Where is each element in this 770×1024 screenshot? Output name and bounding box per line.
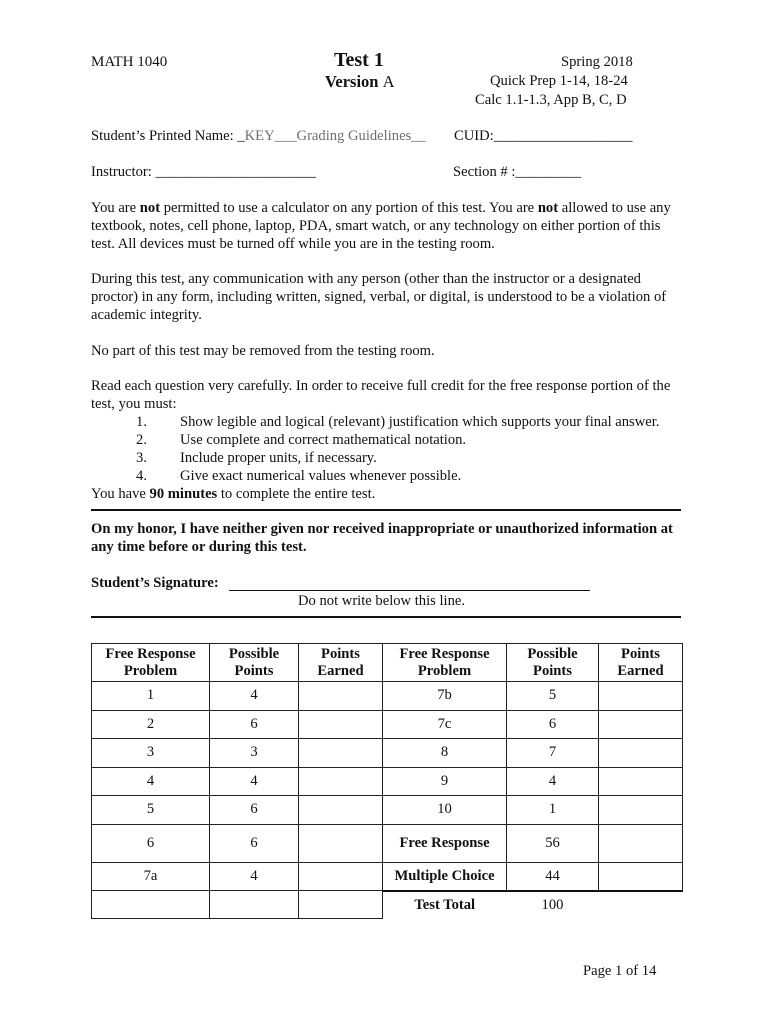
multiple-choice-subtotal-value: 44 (507, 862, 599, 891)
do-not-write-note: Do not write below this line. (298, 593, 465, 609)
printed-name-value: KEY___Grading Guidelines__ (244, 128, 426, 144)
problem-cell: 10 (383, 796, 507, 825)
table-header-row (92, 644, 683, 682)
problem-cell: 3 (92, 739, 210, 768)
divider (91, 616, 681, 618)
possible-points-cell: 6 (210, 824, 299, 862)
divider (91, 509, 681, 511)
printed-name-line (91, 127, 426, 145)
free-response-subtotal-value: 56 (507, 824, 599, 862)
header-earned: Points Earned (299, 644, 383, 682)
points-earned-cell (599, 739, 683, 768)
problem-cell: 2 (92, 710, 210, 739)
possible-points-cell: 4 (210, 767, 299, 796)
test-total-earned (599, 891, 683, 919)
possible-points-cell: 4 (507, 767, 599, 796)
possible-points-cell: 5 (507, 682, 599, 711)
points-earned-cell (299, 710, 383, 739)
table-row (92, 710, 683, 739)
multiple-choice-subtotal-label: Multiple Choice (383, 862, 507, 891)
points-earned-cell (599, 710, 683, 739)
version-label: Version (325, 72, 383, 91)
section-field: Section # :_________ (453, 164, 582, 180)
instructor-field: Instructor: ______________________ (91, 164, 316, 180)
test-total-label: Test Total (383, 891, 507, 919)
problem-cell: 7a (92, 862, 210, 891)
possible-points-cell: 4 (210, 682, 299, 711)
course-code: MATH 1040 (91, 54, 168, 70)
term: Spring 2018 (561, 54, 633, 70)
points-earned-cell (299, 891, 383, 919)
cuid-field: CUID:___________________ (454, 128, 633, 144)
points-earned-cell (299, 682, 383, 711)
honor-statement: On my honor, I have neither given nor received inappropriate or unauthorized information at any time before or during this test. (91, 521, 673, 555)
points-earned-cell (299, 796, 383, 825)
header-possible: Possible Points (507, 644, 599, 682)
coverage-line1: Quick Prep 1-14, 18-24 (490, 73, 628, 89)
points-earned-cell (599, 767, 683, 796)
problem-cell: 1 (92, 682, 210, 711)
points-earned-cell (599, 682, 683, 711)
possible-points-cell: 6 (507, 710, 599, 739)
problem-cell: 8 (383, 739, 507, 768)
points-earned-cell (599, 824, 683, 862)
problem-cell (92, 891, 210, 919)
version-line (325, 73, 395, 91)
table-row (92, 767, 683, 796)
signature-line (229, 576, 590, 591)
points-earned-cell (299, 824, 383, 862)
test-total-value: 100 (507, 891, 599, 919)
no-removal-policy: No part of this test may be removed from the testing room. (91, 343, 435, 359)
table-row (92, 891, 683, 919)
printed-name-label: Student’s Printed Name: _ (91, 128, 245, 144)
header-earned: Points Earned (599, 644, 683, 682)
coverage-line2: Calc 1.1-1.3, App B, C, D (475, 92, 627, 108)
table-row (92, 824, 683, 862)
problem-cell: 7b (383, 682, 507, 711)
header-problem: Free Response Problem (383, 644, 507, 682)
points-earned-cell (299, 739, 383, 768)
points-earned-cell (299, 767, 383, 796)
problem-cell: 6 (92, 824, 210, 862)
possible-points-cell: 4 (210, 862, 299, 891)
problem-cell: 4 (92, 767, 210, 796)
problem-cell: 5 (92, 796, 210, 825)
possible-points-cell (210, 891, 299, 919)
possible-points-cell: 7 (507, 739, 599, 768)
version-value: A (382, 72, 395, 91)
header-possible: Possible Points (210, 644, 299, 682)
communication-policy: During this test, any communication with any person (other than the instructor or a designated proctor) in any form, including written, signed, verbal, or digital, is understood to be a violation of academic integrity. (91, 271, 667, 323)
possible-points-cell: 3 (210, 739, 299, 768)
table-row (92, 796, 683, 825)
time-limit: You have 90 minutes to complete the entire test. (91, 486, 376, 502)
free-response-subtotal-label: Free Response (383, 824, 507, 862)
signature-label: Student’s Signature: (91, 575, 219, 591)
points-earned-cell (599, 862, 683, 891)
possible-points-cell: 6 (210, 710, 299, 739)
possible-points-cell: 6 (210, 796, 299, 825)
page-number: Page 1 of 14 (583, 963, 657, 979)
points-earned-cell (299, 862, 383, 891)
table-row (92, 682, 683, 711)
table-row (92, 862, 683, 891)
problem-cell: 7c (383, 710, 507, 739)
possible-points-cell: 1 (507, 796, 599, 825)
test-title: Test 1 (334, 49, 384, 71)
score-table (91, 643, 683, 919)
read-carefully: Read each question very carefully. In order to receive full credit for the free response portion of the test, you must: (91, 378, 671, 412)
points-earned-cell (599, 796, 683, 825)
table-row (92, 739, 683, 768)
header-problem: Free Response Problem (92, 644, 210, 682)
calculator-policy: You are not permitted to use a calculator on any portion of this test. You are not allowed to use any textbook, notes, cell phone, laptop, PDA, smart watch, or any technology on either portion of this test. All devices must be turned off while you are in the testing room. (91, 200, 671, 252)
problem-cell: 9 (383, 767, 507, 796)
